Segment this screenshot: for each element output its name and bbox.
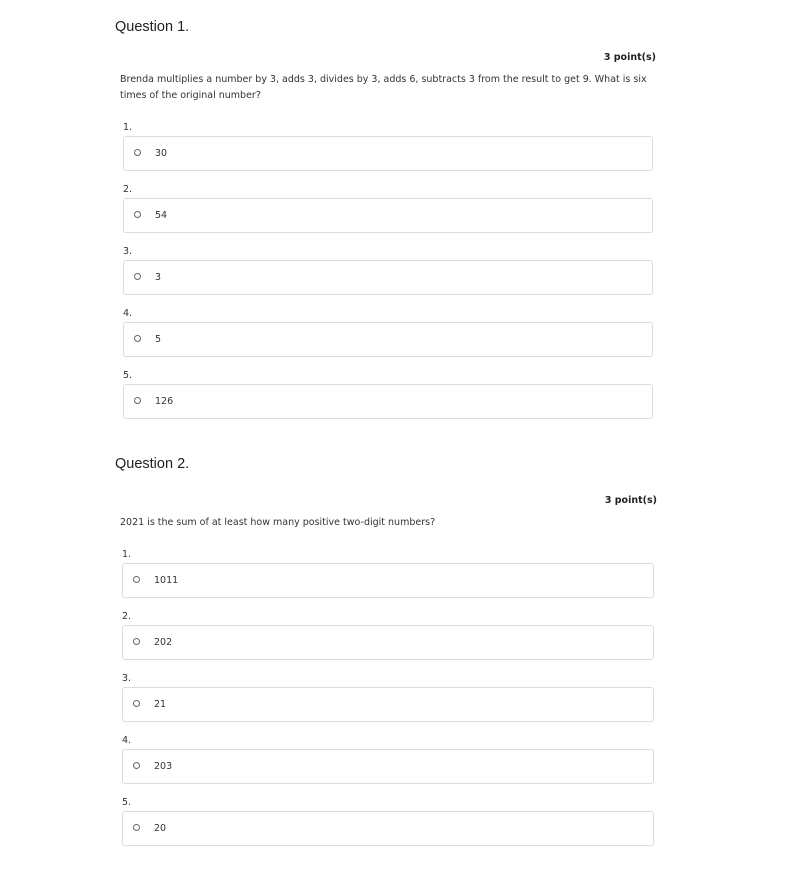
option-label: 1011 xyxy=(154,575,179,586)
option-label: 54 xyxy=(155,210,168,221)
option-label: 202 xyxy=(154,637,173,648)
radio-icon[interactable] xyxy=(134,273,141,280)
option-number: 5. xyxy=(123,370,133,381)
radio-icon[interactable] xyxy=(134,149,141,156)
question-title: Question 1. xyxy=(115,19,190,35)
radio-icon[interactable] xyxy=(134,397,141,404)
answer-option[interactable] xyxy=(123,260,653,295)
question-title: Question 2. xyxy=(115,456,190,472)
answer-option[interactable] xyxy=(122,687,654,722)
option-number: 1. xyxy=(122,549,132,560)
option-number: 1. xyxy=(123,122,133,133)
option-number: 3. xyxy=(123,246,133,257)
radio-icon[interactable] xyxy=(133,638,140,645)
option-number: 5. xyxy=(122,797,132,808)
option-number: 2. xyxy=(123,184,133,195)
question-text: 2021 is the sum of at least how many positive two-digit numbers? xyxy=(120,517,436,528)
option-label: 126 xyxy=(155,396,174,407)
answer-option[interactable] xyxy=(123,198,653,233)
radio-icon[interactable] xyxy=(133,824,140,831)
question-points: 3 point(s) xyxy=(604,495,657,506)
radio-icon[interactable] xyxy=(133,700,140,707)
answer-option[interactable] xyxy=(123,322,653,357)
option-label: 3 xyxy=(155,272,162,283)
radio-icon[interactable] xyxy=(134,211,141,218)
question-text: Brenda multiplies a number by 3, adds 3, divides by 3, adds 6, subtracts 3 from the result to get 9. What is six times of the original number? xyxy=(120,74,647,101)
answer-option[interactable] xyxy=(122,749,654,784)
option-number: 3. xyxy=(122,673,132,684)
radio-icon[interactable] xyxy=(133,576,140,583)
option-label: 30 xyxy=(155,148,168,159)
option-number: 4. xyxy=(122,735,132,746)
answer-option[interactable] xyxy=(123,136,653,171)
answer-option[interactable] xyxy=(123,384,653,419)
question-points: 3 point(s) xyxy=(603,52,656,63)
answer-option[interactable] xyxy=(122,625,654,660)
option-number: 4. xyxy=(123,308,133,319)
answer-option[interactable] xyxy=(122,811,654,846)
radio-icon[interactable] xyxy=(133,762,140,769)
radio-icon[interactable] xyxy=(134,335,141,342)
option-label: 203 xyxy=(154,761,173,772)
option-label: 21 xyxy=(154,699,167,710)
option-label: 5 xyxy=(155,334,162,345)
option-label: 20 xyxy=(154,823,167,834)
option-number: 2. xyxy=(122,611,132,622)
answer-option[interactable] xyxy=(122,563,654,598)
